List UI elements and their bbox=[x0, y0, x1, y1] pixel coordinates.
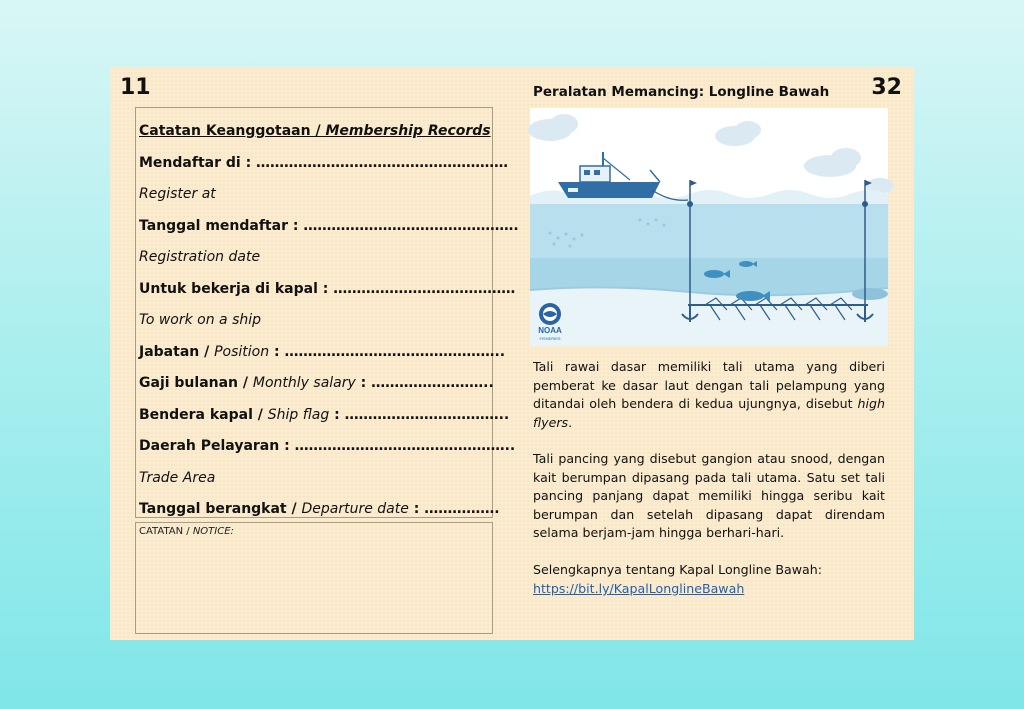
work-on-ship-label-en: To work on a ship bbox=[139, 312, 262, 328]
left-page-number: 11 bbox=[120, 75, 151, 100]
more-info bbox=[533, 560, 822, 598]
registration-date-field[interactable]: Tanggal mendaftar : ………………………………………. bbox=[139, 217, 519, 234]
trade-area-label-en: Trade Area bbox=[139, 469, 216, 486]
more-info-label: Selengkapnya tentang Kapal Longline Bawah: bbox=[533, 562, 822, 577]
fishing-boat bbox=[558, 152, 660, 198]
seabed bbox=[530, 287, 888, 346]
more-info-link[interactable]: https://bit.ly/KapalLonglineBawah bbox=[533, 581, 745, 596]
notice-label: CATATAN / bbox=[139, 526, 193, 537]
paragraph-gangion: Tali pancing yang disebut gangion atau snood, dengan kait berumpan dipasang pada tali utama. Satu set tali pancing panjang dapat memiliki hingga seribu kait berumpan dan setelah dipasang dapat direndam selama berjam-jam hingga berhari-hari. bbox=[533, 451, 885, 540]
right-page-number: 32 bbox=[871, 75, 902, 100]
booklet-spread bbox=[110, 67, 914, 640]
monthly-salary-field[interactable]: Gaji bulanan / Monthly salary : …………………….. bbox=[139, 375, 494, 391]
noaa-logo-text: NOAA bbox=[538, 326, 562, 335]
registration-date-label-en: Registration date bbox=[139, 249, 261, 265]
notice-label-en: NOTICE: bbox=[192, 526, 234, 537]
register-at-field[interactable]: Mendaftar di : ……………………………………………… bbox=[139, 154, 509, 171]
longline-diagram bbox=[530, 108, 888, 346]
membership-form bbox=[135, 107, 519, 518]
bottom-longline-illustration bbox=[530, 108, 888, 346]
work-on-ship-field[interactable]: Untuk bekerja di kapal : ………………………………… bbox=[139, 280, 516, 297]
ship-flag-field[interactable]: Bendera kapal / Ship flag : …………………………….. bbox=[139, 406, 510, 423]
trade-area-field[interactable]: Daerah Pelayaran : ……………………………………….. bbox=[139, 438, 516, 454]
register-at-label-en: Register at bbox=[139, 186, 216, 202]
notice-box[interactable] bbox=[135, 522, 493, 634]
departure-date-field[interactable]: Tanggal berangkat / Departure date : ……………. bbox=[139, 501, 500, 517]
form-title: Catatan Keanggotaan / Membership Records bbox=[139, 123, 491, 139]
page-title: Peralatan Memancing: Longline Bawah bbox=[533, 84, 830, 100]
paragraph-main-line: Tali rawai dasar memiliki tali utama yang diberi pemberat ke dasar laut dengan tali pelampung yang ditandai oleh bendera di kedua ujungnya, disebut high flyers. bbox=[533, 359, 885, 430]
noaa-logo-subtext: FISHERIES bbox=[539, 336, 561, 341]
position-field[interactable]: Jabatan / Position : ……………………………………….. bbox=[139, 343, 506, 360]
